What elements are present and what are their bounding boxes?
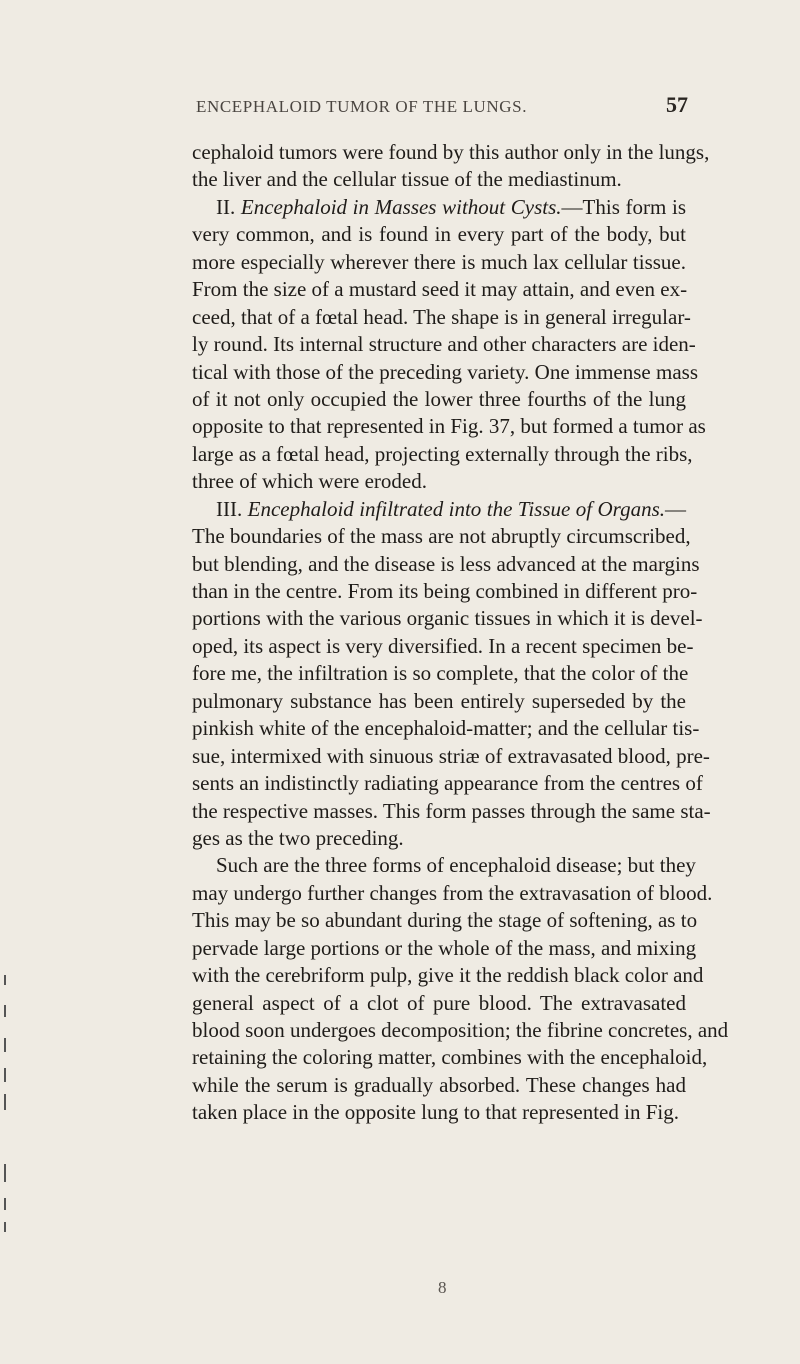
line-text: oped, its aspect is very diversified. In a recent specimen be- <box>192 633 694 658</box>
section-number: II. <box>216 194 241 219</box>
text-line <box>192 359 698 386</box>
line-text: tical with those of the preceding variety. One immense mass <box>192 359 698 384</box>
text-line <box>192 386 686 413</box>
text-line <box>192 605 703 632</box>
line-text: of it not only occupied the lower three fourths of the lung <box>192 386 686 411</box>
text-line <box>192 331 696 358</box>
body-text <box>192 139 729 1127</box>
text-line <box>192 633 694 660</box>
text-line <box>192 468 686 495</box>
page-header <box>196 92 688 118</box>
line-text: blood soon undergoes decomposition; the fibrine concretes, and <box>192 1018 729 1042</box>
text-line <box>192 825 686 852</box>
text-line <box>192 1099 686 1126</box>
text-line <box>192 1072 686 1099</box>
text-line <box>192 688 686 715</box>
line-text: The boundaries of the mass are not abruptly circumscribed, <box>192 524 691 549</box>
line-text: From the size of a mustard seed it may attain, and even ex- <box>192 277 688 302</box>
text-line <box>192 496 686 523</box>
text-line <box>192 221 686 248</box>
text-line <box>192 551 700 578</box>
text-line <box>192 660 689 687</box>
line-text: This may be so abundant during the stage of softening, as to <box>192 908 698 933</box>
running-title: ENCEPHALOID TUMOR OF THE LUNGS. <box>196 97 528 116</box>
signature-mark: 8 <box>438 1278 447 1297</box>
line-text: fore me, the infiltration is so complete, that the color of the <box>192 661 689 686</box>
line-text: with the cerebriform pulp, give it the reddish black color and <box>192 963 704 988</box>
line-text: ges as the two preceding. <box>192 825 404 850</box>
line-text: taken place in the opposite lung to that represented in Fig. <box>192 1100 679 1125</box>
line-text: portions with the various organic tissues in which it is devel- <box>192 606 703 631</box>
line-text: —This form is <box>561 194 686 219</box>
text-line <box>192 523 691 550</box>
text-line <box>192 304 691 331</box>
line-text: more especially wherever there is much lax cellular tissue. <box>192 249 686 274</box>
page-number: 57 <box>666 92 688 117</box>
line-text: general aspect of a clot of pure blood. The extravasated <box>192 990 686 1015</box>
line-text: pinkish white of the encephaloid-matter; and the cellular tis- <box>192 716 700 741</box>
text-line <box>192 743 710 770</box>
text-line <box>192 441 693 468</box>
section-heading: Encephaloid infiltrated into the Tissue of Organs. <box>247 496 665 521</box>
section-heading: Encephaloid in Masses without Cysts. <box>240 194 562 219</box>
text-line <box>192 962 704 989</box>
line-text: opposite to that represented in Fig. 37, but formed a tumor as <box>192 414 706 439</box>
line-text: retaining the coloring matter, combines with the encephaloid, <box>192 1045 708 1070</box>
line-text: sents an indistinctly radiating appearance from the centres of <box>192 771 703 796</box>
text-line <box>192 798 711 825</box>
binding-edge-marks <box>0 0 20 1364</box>
line-text: pervade large portions or the whole of the mass, and mixing <box>192 935 697 960</box>
line-text: pulmonary substance has been entirely superseded by the <box>192 688 686 713</box>
text-line <box>192 880 713 907</box>
line-text: while the serum is gradually absorbed. These changes had <box>192 1072 686 1097</box>
line-text: may undergo further changes from the extravasation of blood. <box>192 880 713 905</box>
line-text: — <box>665 496 686 521</box>
line-text: three of which were eroded. <box>192 469 427 494</box>
text-line <box>192 1044 708 1071</box>
text-line <box>192 194 686 221</box>
text-line <box>192 935 697 962</box>
line-text: Such are the three forms of encephaloid disease; but they <box>216 853 696 878</box>
text-line <box>192 852 696 879</box>
line-text: the liver and the cellular tissue of the mediastinum. <box>192 167 622 192</box>
text-line <box>192 990 686 1017</box>
line-text: the respective masses. This form passes through the same sta- <box>192 798 711 823</box>
line-text: sue, intermixed with sinuous striæ of extravasated blood, pre- <box>192 743 710 768</box>
text-line <box>192 276 686 303</box>
line-text: very common, and is found in every part of the body, but <box>192 222 686 247</box>
text-line <box>192 166 686 193</box>
text-line <box>192 907 698 934</box>
line-text: large as a fœtal head, projecting externally through the ribs, <box>192 441 693 466</box>
line-text: than in the centre. From its being combined in different pro- <box>192 579 698 603</box>
line-text: but blending, and the disease is less advanced at the margins <box>192 551 700 576</box>
text-line <box>192 249 686 276</box>
section-number: III. <box>216 496 248 521</box>
line-text: cephaloid tumors were found by this author only in the lungs, <box>192 140 710 164</box>
text-line <box>192 139 710 166</box>
line-text: ceed, that of a fœtal head. The shape is in general irregular- <box>192 304 691 329</box>
text-line <box>192 1017 729 1044</box>
text-line <box>192 578 698 605</box>
text-line <box>192 715 700 742</box>
text-line <box>192 770 703 797</box>
line-text: ly round. Its internal structure and other characters are iden- <box>192 332 696 357</box>
text-line <box>192 413 706 440</box>
